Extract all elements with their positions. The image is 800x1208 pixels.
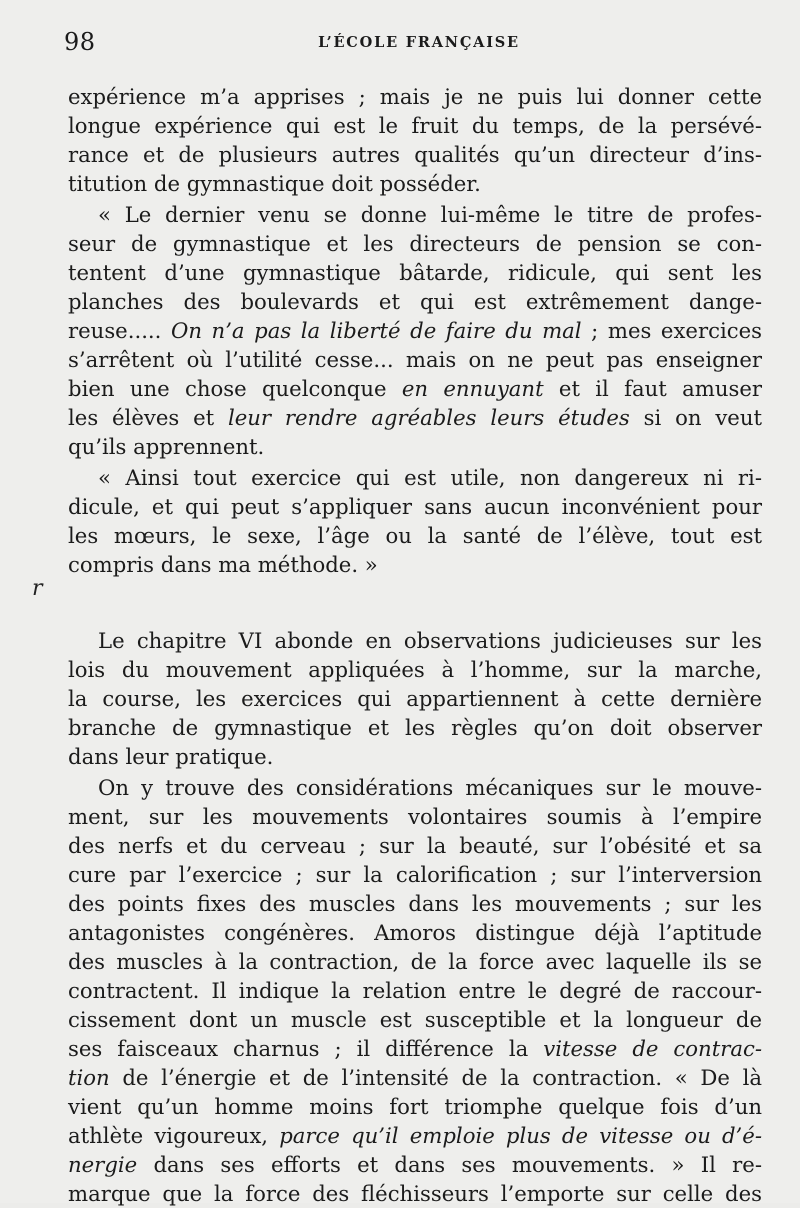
text-line: ment, sur les mouvements volontaires soumis à l’empire [68, 804, 762, 829]
text-line: titution de gymnastique doit posséder. [68, 171, 481, 196]
text-run: bien une chose quelconque [68, 376, 402, 401]
text-line: planches des boulevards et qui est extrêmement dange- [68, 289, 762, 314]
text-run: les élèves et [68, 405, 228, 430]
text-line: la course, les exercices qui appartiennent à cette dernière [68, 686, 762, 711]
text-line: contractent. Il indique la relation entre le degré de raccour- [68, 978, 762, 1003]
text-line: marque que la force des fléchisseurs l’emporte sur celle des [68, 1181, 762, 1206]
text-line: cissement dont un muscle est susceptible et la longueur de [68, 1007, 762, 1032]
text-line: Le chapitre VI abonde en observations judicieuses sur les [98, 628, 762, 653]
italic-phrase: parce qu’il emploie plus de vitesse ou d’é- [279, 1123, 762, 1148]
text-line: longue expérience qui est le fruit du temps, de la persévé- [68, 113, 762, 138]
text-line: antagonistes congénères. Amoros distingue déjà l’aptitude [68, 920, 762, 945]
text-line: lois du mouvement appliquées à l’homme, sur la marche, [68, 657, 762, 682]
italic-phrase: vitesse de contrac- [543, 1036, 762, 1061]
text-run: si on veut [629, 405, 762, 430]
text-line: les mœurs, le sexe, l’âge ou la santé de l’élève, tout est [68, 523, 762, 548]
text-line: seur de gymnastique et les directeurs de pension se con- [68, 231, 762, 256]
text-line: tentent d’une gymnastique bâtarde, ridicule, qui sent les [68, 260, 762, 285]
text-run: athlète vigoureux, [68, 1123, 280, 1148]
text-line: des nerfs et du cerveau ; sur la beauté, sur l’obésité et sa [68, 833, 762, 858]
text-line: dans leur pratique. [68, 744, 274, 769]
text-line: On y trouve des considérations mécaniques sur le mouve- [98, 775, 762, 800]
quote-paragraph-1 [68, 82, 762, 198]
text-line [68, 374, 762, 403]
italic-phrase: en ennuyant [401, 376, 544, 401]
text-line: qu’ils apprennent. [68, 434, 265, 459]
chapter-paragraph [68, 626, 762, 771]
text-run: de l’énergie et de l’intensité de la contraction. « De là [109, 1065, 762, 1090]
body-text [68, 82, 762, 1208]
final-paragraph [68, 773, 762, 1208]
text-run: et il faut amuser [543, 376, 763, 401]
text-line [68, 1034, 762, 1063]
text-line: vient qu’un homme moins fort triomphe quelque fois d’un [68, 1094, 762, 1119]
italic-phrase: leur rendre agréables leurs études [227, 405, 630, 430]
text-line [68, 316, 762, 345]
running-head [64, 28, 764, 60]
text-line [68, 1121, 762, 1150]
text-run: ; mes exercices [581, 318, 762, 343]
text-line: des muscles à la contraction, de la force avec laquelle ils se [68, 949, 762, 974]
page-number: 98 [64, 28, 96, 56]
italic-phrase: On n’a pas la liberté de faire du mal [170, 318, 582, 343]
text-line: s’arrêtent où l’utilité cesse... mais on ne peut pas enseigner [68, 347, 762, 372]
text-line: « Ainsi tout exercice qui est utile, non dangereux ni ri- [98, 465, 762, 490]
text-line: compris dans ma méthode. » [68, 552, 378, 577]
text-line [68, 1150, 762, 1179]
running-title: L’ÉCOLE FRANÇAISE [318, 34, 520, 51]
italic-phrase: nergie [68, 1152, 138, 1177]
margin-pencil-mark: r [32, 576, 43, 601]
text-line: expérience m’a apprises ; mais je ne puis lui donner cette [68, 84, 762, 109]
text-line: rance et de plusieurs autres qualités qu’un directeur d’ins- [68, 142, 762, 167]
text-line [68, 403, 762, 432]
text-run: ses faisceaux charnus ; il différence la [68, 1036, 544, 1061]
italic-phrase: tion [68, 1065, 110, 1090]
text-line: des points fixes des muscles dans les mouvements ; sur les [68, 891, 762, 916]
text-run: reuse..... [68, 318, 171, 343]
text-line: dicule, et qui peut s’appliquer sans aucun inconvénient pour [68, 494, 762, 519]
quote-paragraph-2 [68, 200, 762, 461]
text-line: cure par l’exercice ; sur la calorification ; sur l’interversion [68, 862, 762, 887]
text-line: « Le dernier venu se donne lui-même le titre de profes- [98, 202, 762, 227]
text-line: branche de gymnastique et les règles qu’on doit observer [68, 715, 762, 740]
text-line [68, 1063, 762, 1092]
quote-paragraph-3 [68, 463, 762, 579]
text-run: dans ses efforts et dans ses mouvements. » Il re- [137, 1152, 762, 1177]
